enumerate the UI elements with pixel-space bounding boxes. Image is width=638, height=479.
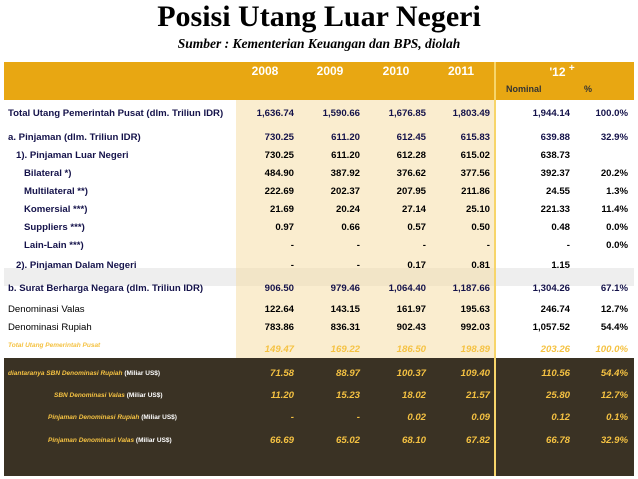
table-cell: 65.02 — [335, 434, 360, 446]
table-cell: 169.22 — [330, 343, 360, 355]
table-cell: 906.50 — [264, 282, 294, 294]
table-cell: - — [290, 411, 294, 423]
table-cell: - — [356, 259, 360, 271]
table-cell: 110.56 — [541, 367, 570, 379]
table-cell: 992.03 — [460, 321, 490, 333]
table-cell: 100.0% — [595, 107, 629, 119]
row-label: Suppliers ***) — [24, 221, 85, 233]
debt-table — [4, 62, 634, 452]
table-cell: 639.88 — [540, 131, 570, 143]
table-cell: 1,057.52 — [532, 321, 570, 333]
table-cell: 1,636.74 — [256, 107, 294, 119]
year-2011: 2011 — [447, 64, 475, 78]
table-cell: 730.25 — [264, 149, 294, 161]
table-cell: 615.02 — [460, 149, 490, 161]
table-cell: 21.69 — [269, 203, 294, 215]
equivalent-row — [4, 384, 634, 406]
table-row — [4, 318, 634, 336]
table-cell: 122.64 — [264, 303, 294, 315]
table-cell: 0.97 — [275, 221, 294, 233]
table-row — [4, 128, 634, 146]
table-cell — [576, 254, 634, 276]
table-cell: 611.20 — [331, 149, 360, 161]
table-cell: 88.97 — [335, 367, 360, 379]
table-cell: 612.45 — [396, 131, 426, 143]
row-label: b. Surat Berharga Negara (dlm. Triliun IDR) — [8, 282, 204, 294]
table-cell: 1,944.14 — [532, 107, 570, 119]
table-cell: 21.57 — [465, 389, 490, 401]
row-label: a. Pinjaman (dlm. Triliun IDR) — [8, 131, 141, 143]
table-cell: 32.9% — [600, 131, 629, 143]
table-cell: 109.40 — [460, 367, 490, 379]
table-cell: 392.37 — [540, 167, 570, 179]
table-cell: 100.37 — [396, 367, 426, 379]
table-cell: 24.55 — [545, 185, 570, 197]
table-cell: 0.0% — [606, 239, 629, 251]
table-cell: 1,187.66 — [452, 282, 490, 294]
table-cell: 203.26 — [540, 343, 570, 355]
table-cell: 221.33 — [540, 203, 570, 215]
table-cell: 1,803.49 — [452, 107, 490, 119]
table-cell: 376.62 — [396, 167, 426, 179]
table-cell: - — [290, 259, 294, 271]
table-cell: 902.43 — [396, 321, 426, 333]
equivalent-row — [4, 428, 634, 452]
table-cell: 612.28 — [396, 149, 426, 161]
row-label: Lain-Lain ***) — [24, 239, 84, 251]
table-cell: 12.7% — [600, 389, 629, 401]
table-cell: 18.02 — [401, 389, 426, 401]
row-label: Bilateral *) — [24, 167, 72, 179]
row-label: diantaranya SBN Denominasi Rupiah (Miliar US$) — [8, 369, 161, 377]
table-cell: 1.15 — [551, 259, 570, 271]
pct-header: % — [584, 84, 593, 94]
row-label: Pinjaman Denominasi Rupiah (Miliar US$) — [48, 413, 177, 421]
subheader-row — [4, 80, 634, 98]
table-cell: 15.23 — [335, 389, 360, 401]
table-cell: 54.4% — [600, 321, 629, 333]
year-2012: '12 + — [549, 63, 575, 79]
equivalent-row — [4, 362, 634, 384]
table-cell: 979.46 — [330, 282, 360, 294]
table-cell: 246.74 — [540, 303, 570, 315]
table-cell: 54.4% — [600, 367, 629, 379]
table-cell: 100.0% — [595, 343, 629, 355]
table-cell: 387.92 — [330, 167, 360, 179]
table-cell: - — [486, 239, 490, 251]
table-cell: 0.0% — [606, 221, 629, 233]
table-cell: 377.56 — [460, 167, 490, 179]
year-2009: 2009 — [316, 64, 344, 78]
nominal-header: Nominal — [506, 84, 542, 94]
table-cell: 0.17 — [407, 259, 426, 271]
table-cell: 484.90 — [264, 167, 294, 179]
row-label: Denominasi Valas — [8, 303, 85, 315]
row-label: 2). Pinjaman Dalam Negeri — [16, 259, 137, 271]
table-cell: 25.80 — [545, 389, 570, 401]
table-cell: - — [356, 411, 360, 423]
table-cell: 638.73 — [540, 149, 570, 161]
table-cell: 198.89 — [460, 343, 490, 355]
debt-table-frame — [4, 62, 634, 476]
year-header-row — [4, 62, 634, 80]
table-cell: 783.86 — [264, 321, 294, 333]
table-cell: 20.2% — [600, 167, 629, 179]
row-label: Pinjaman Denominasi Valas (Miliar US$) — [48, 436, 172, 444]
table-cell: 0.57 — [407, 221, 426, 233]
table-cell: 143.15 — [330, 303, 360, 315]
table-cell: 66.69 — [269, 434, 294, 446]
row-label: Total Utang Pemerintah Pusat (ekuivalen dlm. Miliar US$) — [8, 342, 101, 356]
table-row — [4, 98, 634, 128]
row-label: Denominasi Rupiah — [8, 321, 92, 333]
table-row — [4, 276, 634, 300]
year-2010: 2010 — [382, 64, 410, 78]
table-cell: 0.12 — [551, 411, 570, 423]
table-cell: 1,676.85 — [388, 107, 426, 119]
equivalent-row — [4, 336, 634, 362]
table-cell: 0.50 — [471, 221, 490, 233]
table-cell: 0.48 — [551, 221, 570, 233]
page-title: Posisi Utang Luar Negeri — [157, 0, 481, 33]
table-cell: - — [290, 239, 294, 251]
equivalent-row — [4, 406, 634, 428]
table-cell: 222.69 — [264, 185, 294, 197]
row-label: Multilateral **) — [24, 185, 88, 197]
table-cell — [576, 146, 634, 164]
table-cell: 195.63 — [460, 303, 490, 315]
table-cell: 67.82 — [465, 434, 490, 446]
row-label: 1). Pinjaman Luar Negeri — [16, 149, 129, 161]
table-row — [4, 164, 634, 182]
table-cell: 20.24 — [335, 203, 360, 215]
table-cell: 0.02 — [407, 411, 426, 423]
table-cell: 207.95 — [396, 185, 426, 197]
column-separator — [494, 62, 496, 476]
table-cell: 11.4% — [601, 203, 629, 215]
table-cell: 1.3% — [606, 185, 629, 197]
table-cell: 12.7% — [600, 303, 629, 315]
table-row — [4, 300, 634, 318]
table-cell: 0.09 — [471, 411, 490, 423]
table-cell: 27.14 — [401, 203, 426, 215]
table-cell: 615.83 — [460, 131, 490, 143]
row-label: Komersial ***) — [24, 203, 88, 215]
table-cell: 68.10 — [401, 434, 426, 446]
table-cell: 211.86 — [461, 185, 490, 197]
table-cell: 66.78 — [545, 434, 570, 446]
table-cell: 0.81 — [471, 259, 490, 271]
table-cell: 611.20 — [331, 131, 360, 143]
table-cell: 1,304.26 — [532, 282, 570, 294]
table-cell: 836.31 — [330, 321, 360, 333]
table-cell: 67.1% — [600, 282, 629, 294]
table-cell: 0.66 — [341, 221, 360, 233]
table-cell: - — [422, 239, 426, 251]
year-2008: 2008 — [251, 64, 279, 78]
table-cell: 71.58 — [269, 367, 294, 379]
table-cell: 730.25 — [264, 131, 294, 143]
table-row — [4, 146, 634, 164]
table-row — [4, 218, 634, 236]
table-cell: - — [356, 239, 360, 251]
table-cell: 1,590.66 — [322, 107, 360, 119]
table-row — [4, 182, 634, 200]
table-cell: 149.47 — [264, 343, 294, 355]
table-row — [4, 200, 634, 218]
table-cell: 11.20 — [270, 389, 294, 401]
table-cell: - — [566, 239, 570, 251]
table-cell: 32.9% — [600, 434, 629, 446]
row-label: Total Utang Pemerintah Pusat (dlm. Triliun IDR) — [8, 107, 224, 119]
table-cell: 25.10 — [465, 203, 490, 215]
row-label: SBN Denominasi Valas (Miliar US$) — [54, 391, 163, 399]
table-cell: 186.50 — [396, 343, 426, 355]
table-cell: 0.1% — [606, 411, 629, 423]
table-row — [4, 236, 634, 254]
table-cell: 161.97 — [396, 303, 426, 315]
page-subtitle: Sumber : Kementerian Keuangan dan BPS, diolah — [177, 36, 461, 51]
table-row — [4, 254, 634, 276]
table-cell: 1,064.40 — [388, 282, 426, 294]
table-cell: 202.37 — [330, 185, 360, 197]
